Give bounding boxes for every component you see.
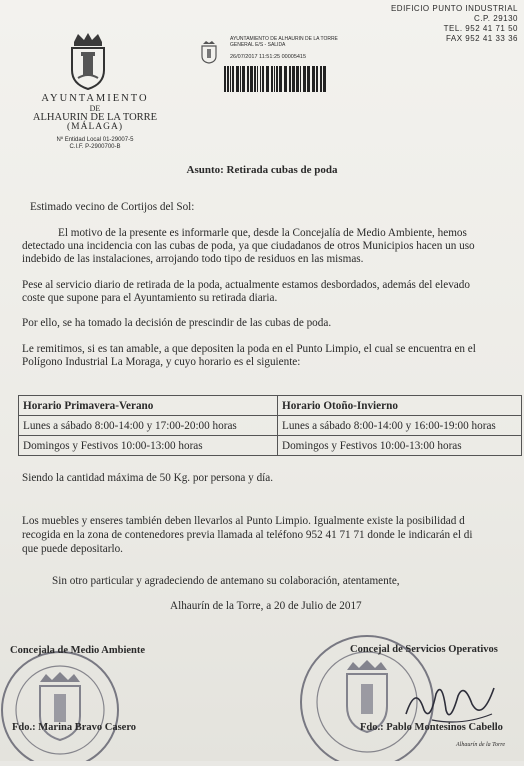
paragraph-line: detectado una incidencia con las cubas de poda, ya que ciudadanos de otros Municipios hacen un uso	[22, 240, 475, 252]
barcode-bar	[300, 66, 301, 92]
paragraph-line: indebido de las instalaciones, arrojando todo tipo de residuos en las mismas.	[22, 253, 364, 265]
province: (MÁLAGA)	[66, 122, 124, 132]
barcode-bar	[303, 66, 306, 92]
barcode-bar	[250, 66, 253, 92]
table-cell: Lunes a sábado 8:00-14:00 y 17:00-20:00 horas	[19, 416, 278, 436]
town-hall-name: AYUNTAMIENTO	[41, 93, 149, 104]
office-line: EDIFICIO PUNTO INDUSTRIAL	[390, 4, 518, 13]
table-header-row	[19, 396, 522, 416]
entity-number: Nº Entidad Local 01-29007-5	[56, 137, 134, 143]
paragraph-line: que puede depositarlo.	[22, 543, 123, 555]
office-line: TEL. 952 41 71 50	[443, 24, 518, 33]
barcode-bar	[316, 66, 318, 92]
office-line: FAX 952 41 33 36	[445, 34, 518, 43]
barcode-bar	[240, 66, 241, 92]
barcode-bar	[271, 66, 273, 92]
barcode-bar	[292, 66, 295, 92]
barcode-bar	[254, 66, 256, 92]
barcode-bar	[260, 66, 261, 92]
table-cell: Domingos y Festivos 10:00-13:00 horas	[278, 436, 522, 456]
barcode-bar	[262, 66, 264, 92]
barcode-bar	[242, 66, 245, 92]
barcode-bar	[276, 66, 278, 92]
paragraph-line: Siendo la cantidad máxima de 50 Kg. por persona y día.	[22, 472, 274, 484]
barcode-bar	[230, 66, 231, 92]
left-signatory-name: Fdo.: Marina Bravo Casero	[12, 722, 137, 733]
entity-ids	[20, 137, 170, 151]
barcode-bar	[296, 66, 299, 92]
table-row	[19, 416, 522, 436]
paragraph-line: Por ello, se ha tomado la decisión de prescindir de las cubas de poda.	[22, 317, 332, 329]
greeting: Estimado vecino de Cortijos del Sol:	[30, 201, 195, 213]
registry-head-line: AYUNTAMIENTO DE ALHAURIN DE LA TORRE	[230, 36, 338, 42]
paragraph-line: recogida en la zona de contenedores previa llamada al teléfono 952 41 71 71 donde le indicarán el di	[22, 529, 473, 541]
barcode-bar	[279, 66, 282, 92]
coat-of-arms-icon	[66, 32, 110, 90]
barcode	[222, 64, 330, 94]
schedule-table	[18, 395, 522, 456]
office-line: C.P. 29130	[474, 14, 518, 23]
paragraph-line: Los muebles y enseres también deben llevarlos al Punto Limpio. Igualmente existe la posibilidad d	[22, 515, 465, 527]
table-row	[19, 436, 522, 456]
paragraph-line: Pese al servicio diario de retirada de la poda, actualmente estamos desbordados, además del elevado	[22, 279, 470, 291]
right-signatory-title: Concejal de Servicios Operativos	[350, 644, 498, 655]
barcode-bar	[274, 66, 275, 92]
tax-id: C.I.F. P-2900700-B	[69, 144, 121, 150]
barcode-bar	[312, 66, 315, 92]
right-signatory-name: Fdo.: Pablo Montesinos Cabello	[360, 722, 503, 733]
table-cell: Domingos y Festivos 10:00-13:00 horas	[19, 436, 278, 456]
table-cell: Lunes a sábado 8:00-14:00 y 16:00-19:00 horas	[278, 416, 522, 436]
date-line: Alhaurín de la Torre, a 20 de Julio de 2017	[170, 600, 362, 612]
barcode-bar	[289, 66, 291, 92]
barcode-bar	[257, 66, 258, 92]
barcode-bar	[236, 66, 239, 92]
barcode-bar	[320, 66, 322, 92]
barcode-bar	[284, 66, 287, 92]
left-signatory-title: Concejala de Medio Ambiente	[10, 645, 146, 656]
barcode-bar	[307, 66, 310, 92]
header-cell-winter: Horario Otoño-Invierno	[278, 396, 522, 416]
letter-subject: Asunto: Retirada cubas de poda	[186, 164, 338, 176]
barcode-bar	[224, 66, 226, 92]
barcode-bar	[266, 66, 269, 92]
paragraph-line: El motivo de la presente es informarle que, desde la Concejalía de Medio Ambiente, hemos	[58, 227, 467, 239]
closing-line: Sin otro particular y agradeciendo de antemano su colaboración, atentamente,	[52, 575, 400, 587]
paragraph-line: coste que supone para el Ayuntamiento su retirada diaria.	[22, 292, 278, 304]
barcode-bar	[247, 66, 249, 92]
registry-datetime: 26/07/2017 11:51:25 00005415	[230, 54, 307, 60]
barcode-bar	[323, 66, 326, 92]
handwritten-signature	[402, 674, 498, 728]
registry-head-line: GENERAL E/S - SALIDA	[230, 42, 286, 48]
office-address	[391, 4, 518, 44]
paragraph-line: Le remitimos, si es tan amable, a que depositen la poda en el Punto Limpio, el cual se encuentra en el	[22, 343, 476, 355]
paragraph-line: Polígono Industrial La Moraga, y cuyo horario es el siguiente:	[22, 356, 301, 368]
barcode-bar	[227, 66, 229, 92]
barcode-bar	[232, 66, 234, 92]
header-cell-summer: Horario Primavera-Verano	[19, 396, 278, 416]
registry-head	[230, 36, 338, 48]
town-name: ALHAURIN DE LA TORRE	[32, 112, 158, 123]
town-hall-de: DE	[89, 104, 101, 113]
footer-note: Alhaurín de la Torre	[456, 742, 506, 748]
